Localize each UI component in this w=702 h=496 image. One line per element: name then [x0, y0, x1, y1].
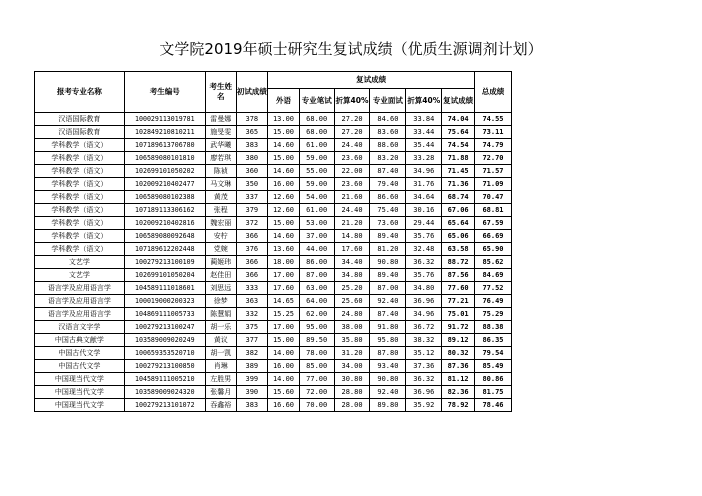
cell-major: 学科教学（语文） [35, 139, 125, 152]
cell-written: 62.00 [299, 308, 334, 321]
cell-interview: 83.60 [370, 126, 406, 139]
cell-prelim: 350 [236, 178, 268, 191]
cell-written: 54.00 [299, 191, 334, 204]
cell-written-40: 25.20 [334, 282, 370, 295]
cell-exam-id: 100659353520710 [124, 347, 205, 360]
cell-prelim: 379 [236, 204, 268, 217]
cell-exam-id: 107189113306162 [124, 204, 205, 217]
cell-prelim: 372 [236, 217, 268, 230]
cell-major: 学科教学（语文） [35, 165, 125, 178]
cell-name: 蔺姬玮 [205, 256, 236, 269]
header-interview: 专业面试 [370, 89, 406, 113]
table-row [35, 178, 512, 191]
cell-foreign: 14.00 [268, 373, 300, 386]
cell-written: 77.00 [299, 373, 334, 386]
cell-written-40: 23.60 [334, 178, 370, 191]
cell-written-40: 25.60 [334, 295, 370, 308]
cell-major: 中国古典文献学 [35, 334, 125, 347]
cell-interview-40: 36.72 [406, 321, 442, 334]
cell-written: 89.50 [299, 334, 334, 347]
cell-exam-id: 103589009024320 [124, 386, 205, 399]
cell-written-40: 34.00 [334, 360, 370, 373]
cell-foreign: 13.00 [268, 113, 300, 126]
cell-foreign: 14.65 [268, 295, 300, 308]
cell-exam-id: 100279213101072 [124, 399, 205, 412]
cell-interview-40: 31.76 [406, 178, 442, 191]
cell-name: 赵佳田 [205, 269, 236, 282]
cell-name: 雷曼娜 [205, 113, 236, 126]
cell-foreign: 18.00 [268, 256, 300, 269]
cell-exam-id: 102699101050202 [124, 165, 205, 178]
cell-foreign: 14.60 [268, 230, 300, 243]
cell-total: 76.49 [475, 295, 512, 308]
cell-interview-40: 29.44 [406, 217, 442, 230]
cell-retest-score: 78.92 [442, 399, 475, 412]
cell-exam-id: 100279213100109 [124, 256, 205, 269]
cell-total: 88.38 [475, 321, 512, 334]
cell-major: 文艺学 [35, 269, 125, 282]
cell-interview: 79.40 [370, 178, 406, 191]
cell-interview-40: 33.28 [406, 152, 442, 165]
cell-written: 59.00 [299, 178, 334, 191]
cell-foreign: 12.60 [268, 204, 300, 217]
cell-foreign: 15.00 [268, 126, 300, 139]
cell-total: 74.55 [475, 113, 512, 126]
cell-interview: 95.80 [370, 334, 406, 347]
cell-retest-score: 75.64 [442, 126, 475, 139]
cell-prelim: 365 [236, 126, 268, 139]
cell-interview-40: 37.36 [406, 360, 442, 373]
cell-prelim: 377 [236, 334, 268, 347]
cell-written: 55.00 [299, 165, 334, 178]
cell-exam-id: 106589080102388 [124, 191, 205, 204]
cell-exam-id: 100029113019781 [124, 113, 205, 126]
cell-prelim: 378 [236, 113, 268, 126]
cell-total: 65.90 [475, 243, 512, 256]
cell-written: 68.00 [299, 126, 334, 139]
cell-name: 黄茂 [205, 191, 236, 204]
cell-interview: 90.80 [370, 256, 406, 269]
cell-major: 学科教学（语文） [35, 178, 125, 191]
cell-prelim: 376 [236, 243, 268, 256]
table-row [35, 360, 512, 373]
cell-written-40: 27.20 [334, 126, 370, 139]
cell-exam-id: 100279213100247 [124, 321, 205, 334]
cell-written: 63.00 [299, 282, 334, 295]
cell-exam-id: 102009210402816 [124, 217, 205, 230]
header-interview-40: 折算40% [406, 89, 442, 113]
cell-major: 汉语言文字学 [35, 321, 125, 334]
cell-written: 53.00 [299, 217, 334, 230]
table-row [35, 191, 512, 204]
cell-prelim: 399 [236, 373, 268, 386]
cell-written: 87.00 [299, 269, 334, 282]
cell-retest-score: 74.04 [442, 113, 475, 126]
cell-prelim: 337 [236, 191, 268, 204]
table-row [35, 217, 512, 230]
cell-written: 59.00 [299, 152, 334, 165]
cell-interview-40: 34.80 [406, 282, 442, 295]
cell-retest-score: 74.54 [442, 139, 475, 152]
cell-interview-40: 36.32 [406, 256, 442, 269]
cell-retest-score: 71.88 [442, 152, 475, 165]
cell-written-40: 34.80 [334, 269, 370, 282]
cell-retest-score: 87.36 [442, 360, 475, 373]
cell-retest-score: 87.56 [442, 269, 475, 282]
cell-prelim: 366 [236, 269, 268, 282]
cell-written-40: 31.20 [334, 347, 370, 360]
cell-interview: 87.00 [370, 282, 406, 295]
cell-major: 汉语国际教育 [35, 126, 125, 139]
cell-total: 67.59 [475, 217, 512, 230]
table-row [35, 295, 512, 308]
cell-interview-40: 38.32 [406, 334, 442, 347]
cell-interview-40: 32.48 [406, 243, 442, 256]
cell-total: 73.11 [475, 126, 512, 139]
cell-foreign: 12.60 [268, 191, 300, 204]
cell-interview: 75.40 [370, 204, 406, 217]
cell-name: 陈慧娟 [205, 308, 236, 321]
cell-foreign: 17.60 [268, 282, 300, 295]
cell-major: 学科教学（语文） [35, 204, 125, 217]
cell-retest-score: 89.12 [442, 334, 475, 347]
cell-name: 施旻雯 [205, 126, 236, 139]
cell-prelim: 366 [236, 256, 268, 269]
cell-major: 中国现当代文学 [35, 399, 125, 412]
cell-total: 72.70 [475, 152, 512, 165]
cell-name: 黄议 [205, 334, 236, 347]
cell-prelim: 389 [236, 360, 268, 373]
cell-prelim: 332 [236, 308, 268, 321]
cell-major: 文艺学 [35, 256, 125, 269]
cell-foreign: 16.00 [268, 360, 300, 373]
page-title: 文学院2019年硕士研究生复试成绩（优质生源调剂计划） [159, 40, 543, 58]
cell-name: 徐梦 [205, 295, 236, 308]
cell-major: 语言学及应用语言学 [35, 295, 125, 308]
table-row [35, 321, 512, 334]
header-name: 考生姓名 [205, 72, 236, 113]
cell-major: 学科教学（语文） [35, 191, 125, 204]
cell-interview-40: 36.96 [406, 386, 442, 399]
cell-exam-id: 107189613706780 [124, 139, 205, 152]
cell-total: 79.54 [475, 347, 512, 360]
cell-interview: 92.40 [370, 386, 406, 399]
cell-prelim: 363 [236, 295, 268, 308]
cell-name: 廖若琪 [205, 152, 236, 165]
cell-major: 中国古代文学 [35, 360, 125, 373]
cell-retest-score: 71.45 [442, 165, 475, 178]
cell-interview: 73.60 [370, 217, 406, 230]
cell-exam-id: 100019000200323 [124, 295, 205, 308]
cell-retest-score: 77.21 [442, 295, 475, 308]
cell-interview: 88.60 [370, 139, 406, 152]
cell-written-40: 21.60 [334, 191, 370, 204]
table-row [35, 399, 512, 412]
header-written: 专业笔试 [299, 89, 334, 113]
cell-written-40: 28.00 [334, 399, 370, 412]
cell-name: 安柠 [205, 230, 236, 243]
table-row [35, 269, 512, 282]
cell-total: 86.35 [475, 334, 512, 347]
table-row [35, 165, 512, 178]
cell-retest-score: 67.06 [442, 204, 475, 217]
cell-interview: 81.20 [370, 243, 406, 256]
cell-interview: 83.20 [370, 152, 406, 165]
cell-total: 68.81 [475, 204, 512, 217]
cell-total: 70.47 [475, 191, 512, 204]
cell-exam-id: 106589080101810 [124, 152, 205, 165]
cell-interview-40: 36.32 [406, 373, 442, 386]
cell-written: 64.00 [299, 295, 334, 308]
cell-interview: 90.80 [370, 373, 406, 386]
cell-interview: 89.80 [370, 399, 406, 412]
cell-retest-score: 91.72 [442, 321, 475, 334]
cell-written: 61.00 [299, 204, 334, 217]
table-row [35, 282, 512, 295]
cell-major: 学科教学（语文） [35, 152, 125, 165]
table-row [35, 139, 512, 152]
cell-interview-40: 35.12 [406, 347, 442, 360]
cell-interview: 87.80 [370, 347, 406, 360]
cell-prelim: 380 [236, 152, 268, 165]
header-written-40: 折算40% [334, 89, 370, 113]
cell-exam-id: 104589111005210 [124, 373, 205, 386]
cell-interview: 92.40 [370, 295, 406, 308]
cell-total: 75.29 [475, 308, 512, 321]
cell-major: 中国古代文学 [35, 347, 125, 360]
table-row [35, 230, 512, 243]
table-row [35, 386, 512, 399]
cell-written-40: 24.40 [334, 204, 370, 217]
cell-foreign: 15.60 [268, 386, 300, 399]
cell-interview-40: 35.76 [406, 230, 442, 243]
cell-written: 37.00 [299, 230, 334, 243]
cell-total: 85.62 [475, 256, 512, 269]
cell-interview-40: 36.96 [406, 295, 442, 308]
cell-name: 胡一乐 [205, 321, 236, 334]
cell-written-40: 34.40 [334, 256, 370, 269]
header-major: 报考专业名称 [35, 72, 125, 113]
cell-interview: 86.60 [370, 191, 406, 204]
score-table [34, 71, 512, 412]
cell-interview: 91.80 [370, 321, 406, 334]
cell-name: 陈祯 [205, 165, 236, 178]
cell-exam-id: 103589009020249 [124, 334, 205, 347]
cell-written-40: 24.80 [334, 308, 370, 321]
cell-interview-40: 34.64 [406, 191, 442, 204]
cell-written: 44.00 [299, 243, 334, 256]
cell-written-40: 21.20 [334, 217, 370, 230]
cell-total: 71.57 [475, 165, 512, 178]
cell-retest-score: 75.01 [442, 308, 475, 321]
cell-major: 中国现当代文学 [35, 373, 125, 386]
cell-total: 77.52 [475, 282, 512, 295]
cell-name: 魏宏丽 [205, 217, 236, 230]
cell-prelim: 383 [236, 399, 268, 412]
cell-total: 78.46 [475, 399, 512, 412]
header-exam-id: 考生编号 [124, 72, 205, 113]
cell-exam-id: 104869111005733 [124, 308, 205, 321]
cell-foreign: 15.00 [268, 217, 300, 230]
cell-major: 语言学及应用语言学 [35, 282, 125, 295]
cell-retest-score: 81.12 [442, 373, 475, 386]
cell-written: 70.00 [299, 399, 334, 412]
cell-exam-id: 102009210402477 [124, 178, 205, 191]
cell-foreign: 14.60 [268, 139, 300, 152]
cell-name: 武华曦 [205, 139, 236, 152]
cell-retest-score: 82.36 [442, 386, 475, 399]
cell-name: 马文琳 [205, 178, 236, 191]
cell-exam-id: 102699101050204 [124, 269, 205, 282]
cell-interview: 87.40 [370, 308, 406, 321]
cell-major: 学科教学（语文） [35, 217, 125, 230]
table-row [35, 204, 512, 217]
header-foreign: 外语 [268, 89, 300, 113]
cell-written-40: 30.80 [334, 373, 370, 386]
cell-name: 左胜男 [205, 373, 236, 386]
table-row [35, 373, 512, 386]
cell-interview-40: 34.96 [406, 308, 442, 321]
cell-exam-id: 106589080092648 [124, 230, 205, 243]
cell-prelim: 360 [236, 165, 268, 178]
cell-interview-40: 30.16 [406, 204, 442, 217]
cell-written-40: 24.40 [334, 139, 370, 152]
cell-retest-score: 77.60 [442, 282, 475, 295]
cell-name: 张程 [205, 204, 236, 217]
cell-retest-score: 65.06 [442, 230, 475, 243]
cell-written: 95.00 [299, 321, 334, 334]
cell-exam-id: 107189612202448 [124, 243, 205, 256]
cell-major: 汉语国际教育 [35, 113, 125, 126]
cell-foreign: 17.00 [268, 321, 300, 334]
cell-retest-score: 63.58 [442, 243, 475, 256]
cell-prelim: 390 [236, 386, 268, 399]
header-prelim: 初试成绩 [236, 72, 268, 113]
cell-major: 语言学及应用语言学 [35, 308, 125, 321]
cell-total: 85.49 [475, 360, 512, 373]
cell-foreign: 14.60 [268, 165, 300, 178]
cell-prelim: 383 [236, 139, 268, 152]
cell-major: 学科教学（语文） [35, 243, 125, 256]
cell-foreign: 16.60 [268, 399, 300, 412]
table-row [35, 243, 512, 256]
table-body [35, 113, 512, 412]
cell-interview-40: 33.84 [406, 113, 442, 126]
cell-prelim: 366 [236, 230, 268, 243]
cell-retest-score: 71.36 [442, 178, 475, 191]
header-retest-score: 复试成绩 [442, 89, 475, 113]
cell-exam-id: 104589111018601 [124, 282, 205, 295]
cell-retest-score: 88.72 [442, 256, 475, 269]
cell-foreign: 15.25 [268, 308, 300, 321]
cell-interview-40: 35.76 [406, 269, 442, 282]
table-row [35, 334, 512, 347]
table-row [35, 256, 512, 269]
cell-foreign: 14.00 [268, 347, 300, 360]
cell-written-40: 27.20 [334, 113, 370, 126]
cell-interview: 87.40 [370, 165, 406, 178]
cell-name: 肖琳 [205, 360, 236, 373]
cell-written-40: 35.80 [334, 334, 370, 347]
cell-foreign: 16.00 [268, 178, 300, 191]
cell-total: 66.69 [475, 230, 512, 243]
cell-total: 80.86 [475, 373, 512, 386]
table-row [35, 152, 512, 165]
cell-written-40: 38.00 [334, 321, 370, 334]
cell-written-40: 17.60 [334, 243, 370, 256]
cell-interview: 84.60 [370, 113, 406, 126]
cell-interview-40: 33.44 [406, 126, 442, 139]
cell-foreign: 15.00 [268, 152, 300, 165]
cell-written: 86.00 [299, 256, 334, 269]
cell-major: 中国现当代文学 [35, 386, 125, 399]
cell-written: 68.00 [299, 113, 334, 126]
cell-interview-40: 35.44 [406, 139, 442, 152]
cell-written-40: 22.00 [334, 165, 370, 178]
cell-exam-id: 102849210810211 [124, 126, 205, 139]
cell-name: 党婉 [205, 243, 236, 256]
cell-name: 胡一凯 [205, 347, 236, 360]
header-retest: 复试成绩 [268, 72, 475, 89]
cell-total: 81.75 [475, 386, 512, 399]
cell-written: 78.00 [299, 347, 334, 360]
cell-written-40: 23.60 [334, 152, 370, 165]
cell-written-40: 14.80 [334, 230, 370, 243]
cell-foreign: 17.00 [268, 269, 300, 282]
table-row [35, 126, 512, 139]
header-total: 总成绩 [475, 72, 512, 113]
cell-interview: 89.40 [370, 269, 406, 282]
cell-written: 72.00 [299, 386, 334, 399]
cell-foreign: 13.60 [268, 243, 300, 256]
cell-prelim: 382 [236, 347, 268, 360]
cell-exam-id: 100279213100850 [124, 360, 205, 373]
cell-retest-score: 65.64 [442, 217, 475, 230]
cell-interview-40: 34.96 [406, 165, 442, 178]
cell-name: 吞鑫裕 [205, 399, 236, 412]
cell-interview: 93.40 [370, 360, 406, 373]
table-row [35, 308, 512, 321]
cell-total: 71.09 [475, 178, 512, 191]
cell-retest-score: 80.32 [442, 347, 475, 360]
cell-interview-40: 35.92 [406, 399, 442, 412]
table-row [35, 347, 512, 360]
cell-written: 85.00 [299, 360, 334, 373]
cell-prelim: 333 [236, 282, 268, 295]
cell-total: 84.69 [475, 269, 512, 282]
table-row [35, 113, 512, 126]
cell-written-40: 28.80 [334, 386, 370, 399]
cell-total: 74.79 [475, 139, 512, 152]
cell-prelim: 375 [236, 321, 268, 334]
cell-name: 刘思远 [205, 282, 236, 295]
cell-name: 张馨月 [205, 386, 236, 399]
cell-major: 学科教学（语文） [35, 230, 125, 243]
cell-retest-score: 68.74 [442, 191, 475, 204]
cell-written: 61.00 [299, 139, 334, 152]
cell-interview: 89.40 [370, 230, 406, 243]
cell-foreign: 15.00 [268, 334, 300, 347]
